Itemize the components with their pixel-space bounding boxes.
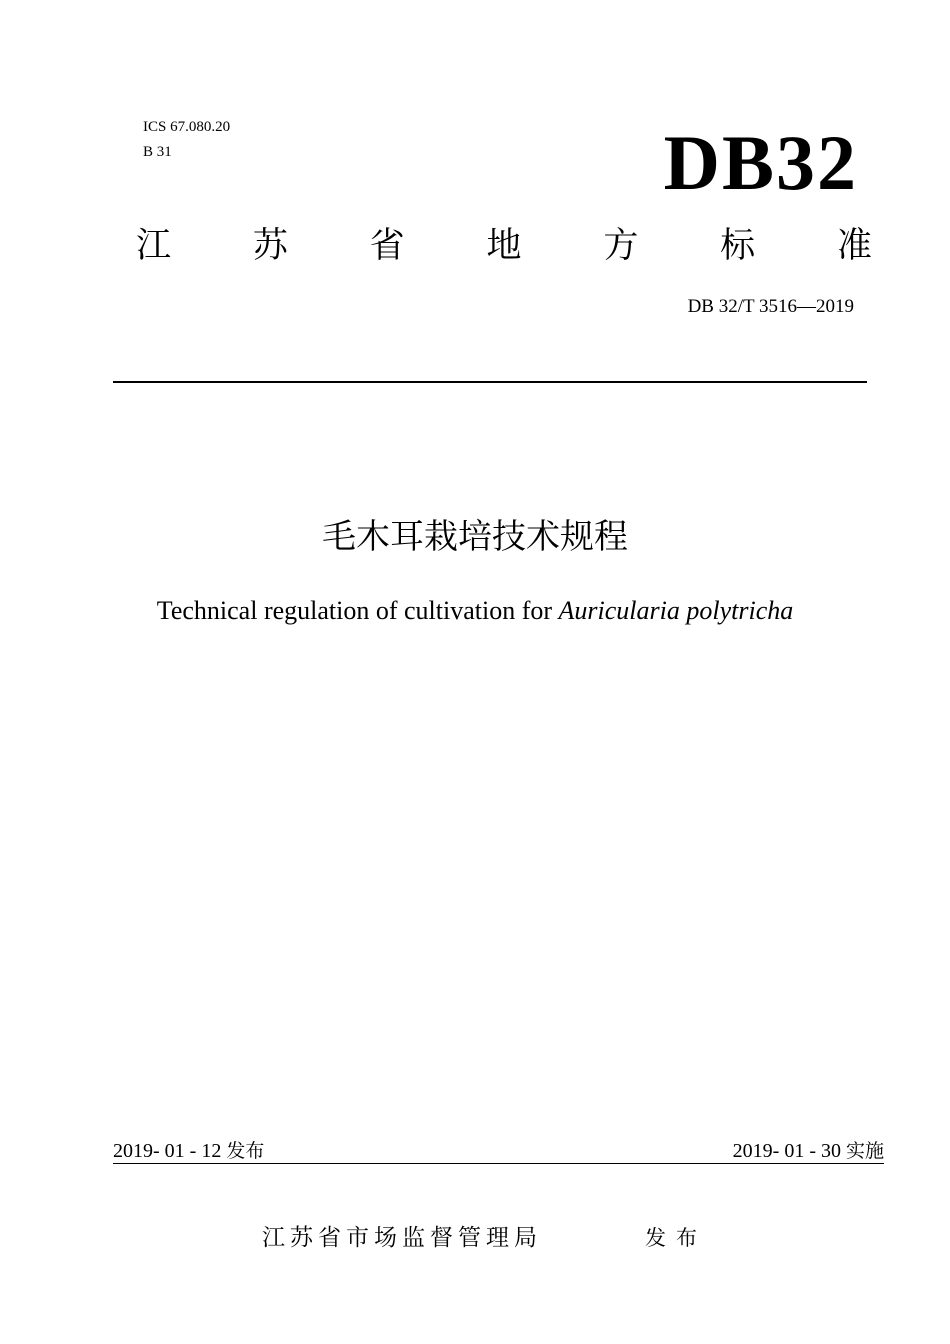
footer-divider [113, 1163, 884, 1164]
ics-code: ICS 67.080.20 [143, 119, 231, 135]
standard-type-char: 标 [720, 226, 756, 266]
ccs-code: B 31 [143, 144, 172, 160]
standard-type-char: 地 [486, 226, 522, 266]
issue-date-value: 2019- 01 - 12 [113, 1140, 227, 1162]
implementation-date [733, 1137, 884, 1165]
document-title-english [0, 594, 950, 628]
header-divider [113, 381, 867, 383]
publisher-name: 江苏省市场监督管理局 [262, 1225, 542, 1251]
standard-type [136, 222, 872, 270]
standard-type-char: 省 [369, 226, 405, 266]
issue-label: 发布 [226, 1140, 265, 1162]
standard-type-char: 江 [136, 226, 172, 266]
title-english-italic: Auricularia polytricha [558, 596, 794, 625]
standard-number: DB 32/T 3516—2019 [687, 296, 854, 317]
implementation-date-value: 2019- 01 - 30 [732, 1140, 846, 1162]
title-english-plain: Technical regulation of cultivation for [156, 596, 559, 625]
issue-date [113, 1137, 264, 1165]
implementation-label: 实施 [845, 1140, 884, 1162]
db-logo: DB32 [663, 119, 858, 206]
standard-type-char: 苏 [252, 226, 288, 266]
publish-label: 发布 [645, 1226, 707, 1250]
document-title-chinese: 毛木耳栽培技术规程 [322, 517, 628, 557]
standard-type-char: 准 [836, 226, 872, 266]
standard-type-char: 方 [603, 226, 639, 266]
